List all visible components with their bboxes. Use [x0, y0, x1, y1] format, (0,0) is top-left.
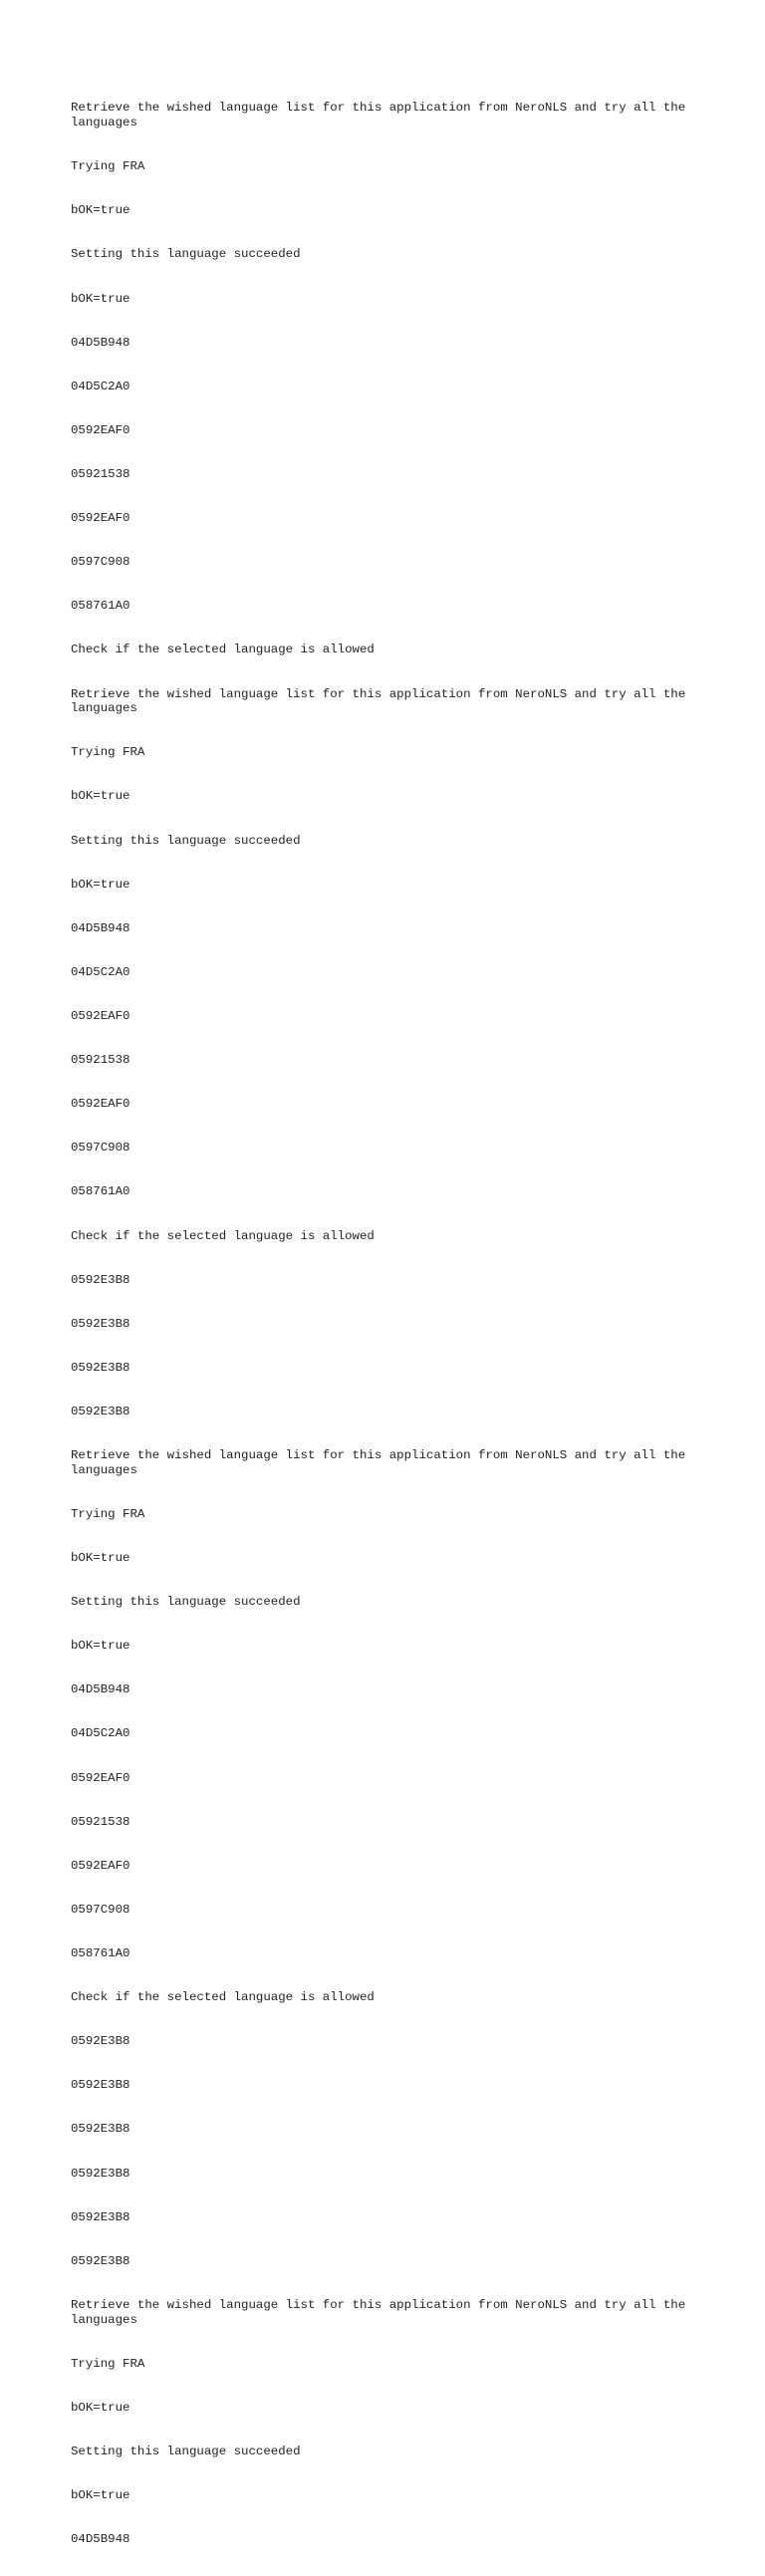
log-line: 058761A0 [71, 1184, 130, 1199]
log-line: Setting this language succeeded [71, 833, 301, 848]
log-line: 0592E3B8 [71, 2166, 130, 2181]
log-line: Check if the selected language is allowed [71, 643, 375, 657]
log-line: 04D5C2A0 [71, 379, 130, 393]
log-line: 0592E3B8 [71, 2209, 130, 2224]
log-line: Retrieve the wished language list for this application from NeroNLS and try all the languages [71, 686, 693, 716]
log-line: 04D5C2A0 [71, 964, 130, 979]
log-line: 0592E3B8 [71, 1316, 130, 1331]
log-line: 0597C908 [71, 1902, 130, 1917]
log-line: Setting this language succeeded [71, 2444, 301, 2458]
log-line: 0597C908 [71, 1141, 130, 1156]
log-line: 0592E3B8 [71, 1360, 130, 1375]
log-line: 0592EAF0 [71, 1097, 130, 1112]
log-line: bOK=true [71, 2488, 130, 2503]
log-line: 0592EAF0 [71, 511, 130, 526]
log-line: 04D5C2A0 [71, 1726, 130, 1741]
log-line: 0592E3B8 [71, 1404, 130, 1418]
log-line: Trying FRA [71, 1506, 145, 1521]
log-line: Retrieve the wished language list for this application from NeroNLS and try all the languages [71, 2297, 693, 2327]
log-line: 0597C908 [71, 555, 130, 570]
log-line: bOK=true [71, 877, 130, 892]
log-line: 0592E3B8 [71, 2034, 130, 2049]
log-line: 0592E3B8 [71, 2253, 130, 2268]
log-line: bOK=true [71, 203, 130, 218]
log-text-block [71, 72, 708, 2576]
log-line: 058761A0 [71, 599, 130, 614]
log-line: 05921538 [71, 1814, 130, 1829]
log-line: 0592EAF0 [71, 1009, 130, 1023]
log-line: bOK=true [71, 1551, 130, 1566]
log-line: 0592EAF0 [71, 1858, 130, 1873]
log-line: 04D5B948 [71, 335, 130, 350]
log-line: 0592E3B8 [71, 1272, 130, 1287]
log-line: 0592E3B8 [71, 2122, 130, 2137]
log-line: Setting this language succeeded [71, 1595, 301, 1610]
log-line: bOK=true [71, 291, 130, 306]
log-line: 05921538 [71, 1053, 130, 1068]
log-line: 0592EAF0 [71, 1770, 130, 1785]
log-line: bOK=true [71, 789, 130, 804]
log-line: Setting this language succeeded [71, 247, 301, 262]
log-line: Check if the selected language is allowed [71, 1228, 375, 1243]
log-line: 058761A0 [71, 1946, 130, 1960]
log-line: Trying FRA [71, 745, 145, 760]
log-line: bOK=true [71, 2400, 130, 2415]
log-line: 04D5B948 [71, 2532, 130, 2547]
log-line: Trying FRA [71, 2356, 145, 2371]
log-line: Check if the selected language is allowed [71, 1990, 375, 2005]
log-line: Trying FRA [71, 159, 145, 174]
log-line: 04D5B948 [71, 920, 130, 935]
log-line: 0592E3B8 [71, 2078, 130, 2093]
log-line: 04D5B948 [71, 1682, 130, 1697]
log-line: Retrieve the wished language list for this application from NeroNLS and try all the languages [71, 101, 693, 130]
log-line: bOK=true [71, 1639, 130, 1654]
log-line: 0592EAF0 [71, 422, 130, 437]
log-line: Retrieve the wished language list for this application from NeroNLS and try all the languages [71, 1448, 693, 1477]
log-line: 05921538 [71, 466, 130, 481]
